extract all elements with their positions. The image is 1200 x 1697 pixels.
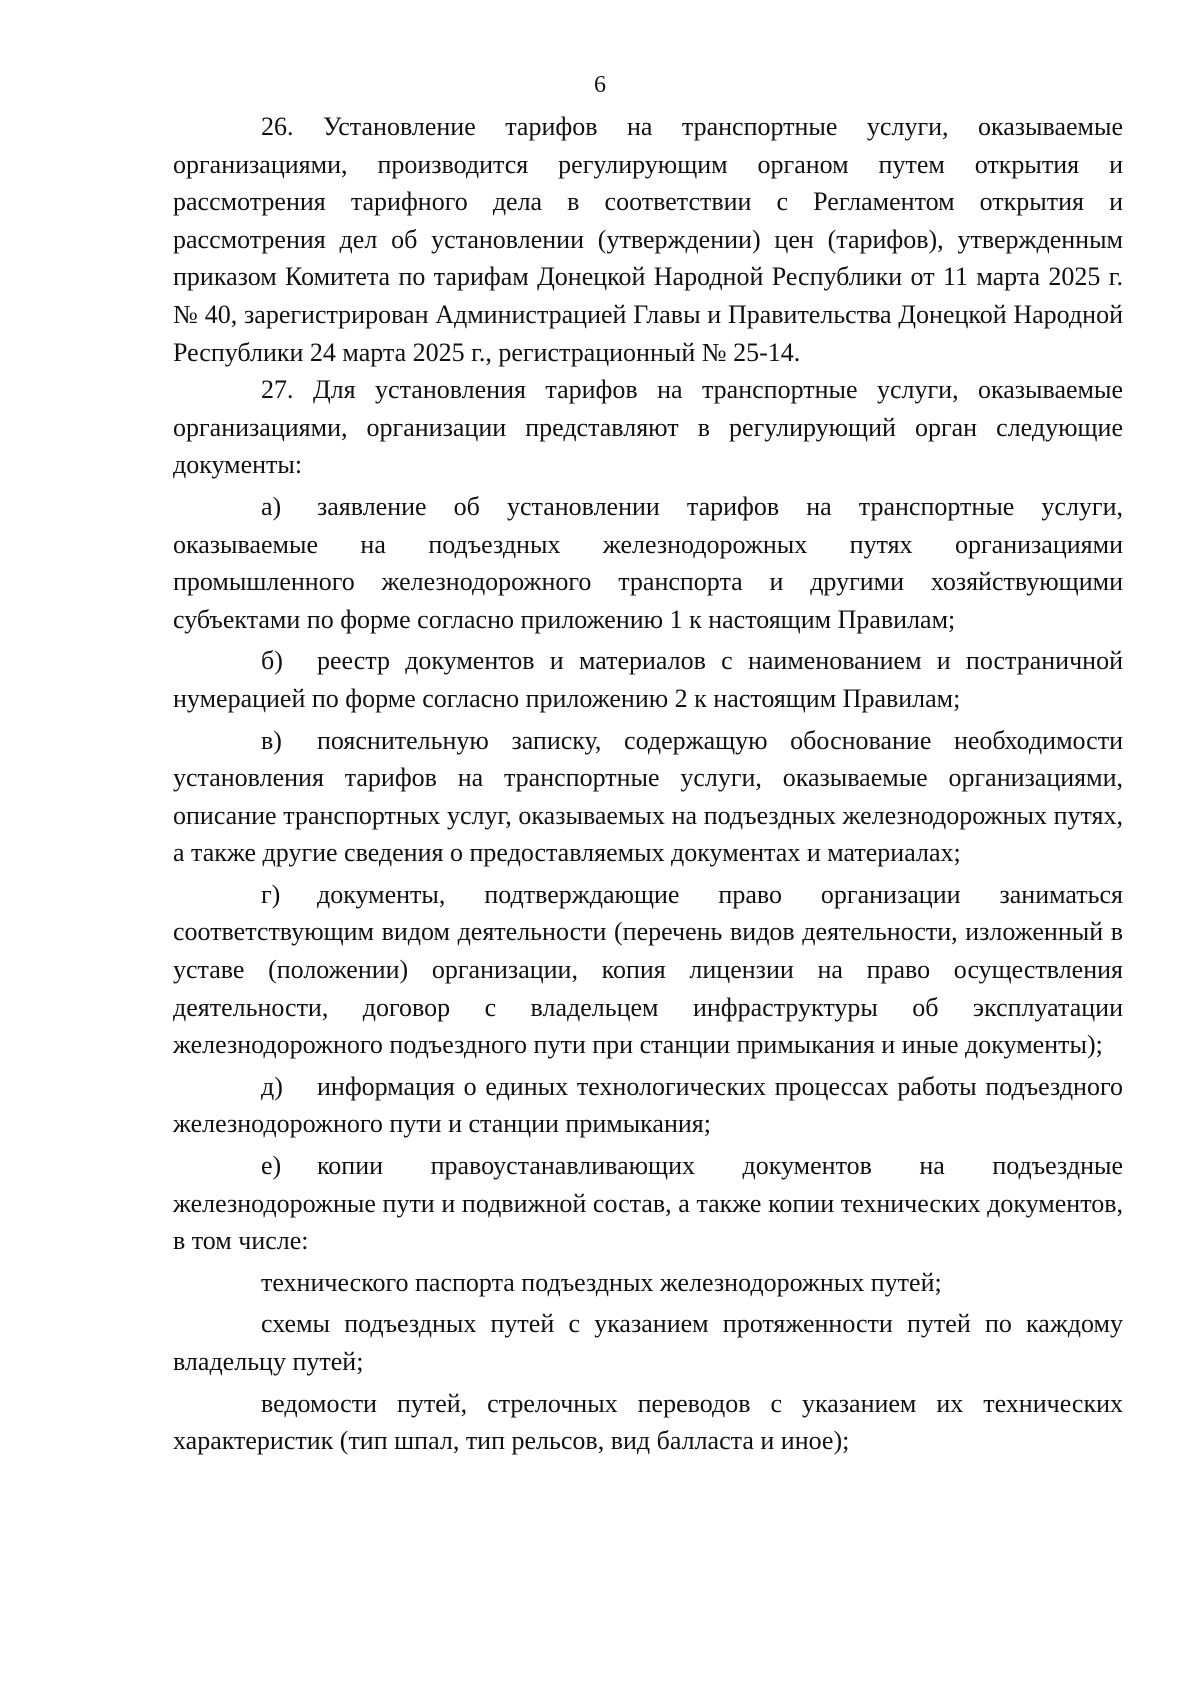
list-item-text: документы, подтверждающие право организации заниматься соответствующим видом деятельности (перечень видов деятельности, изложенный в уставе (положении) организации, копия лицензии на право осуществления деятельности, договор с владельцем инфраструктуры об эксплуатации железнодорожного подъездного пути при станции примыкания и иные документы); — [173, 879, 1123, 1060]
subitem-track-lists: ведомости путей, стрелочных переводов с указанием их технических характеристик (тип шпал, тип рельсов, вид балласта и иное); — [173, 1388, 1123, 1456]
paragraph-27: 27. Для установления тарифов на транспортные услуги, оказываемые организациями, организации представляют в регулирующий орган следующие документы: — [173, 375, 1123, 480]
document-body — [173, 108, 1123, 1460]
subitem-technical-passport: технического паспорта подъездных железнодорожных путей; — [261, 1267, 942, 1297]
list-marker: д) — [261, 1071, 283, 1101]
list-item-e — [173, 1147, 1123, 1260]
list-marker: г) — [261, 879, 281, 909]
list-marker: в) — [261, 725, 282, 755]
list-item-text: копии правоустанавливающих документов на подъездные железнодорожные пути и подвижной состав, а также копии технических документов, в том числе: — [173, 1151, 1123, 1256]
list-item-d — [173, 1068, 1123, 1143]
subitem-track-schemes: схемы подъездных путей с указанием протяженности путей по каждому владельцу путей; — [173, 1309, 1123, 1376]
list-item-text: пояснительную записку, содержащую обоснование необходимости установления тарифов на транспортные услуги, оказываемые организациями, описание транспортных услуг, оказываемых на подъездных железнодорожных путях, а также другие сведения о предоставляемых документах и материалах; — [173, 725, 1123, 868]
list-marker: б) — [261, 646, 283, 676]
paragraph-26: 26. Установление тарифов на транспортные услуги, оказываемые организациями, производится регулирующим органом путем открытия и рассмотрения тарифного дела в соответствии с Регламентом открытия и рассмотрения дел об установлении (утверждении) цен (тарифов), утвержденным приказом Комитета по тарифам Донецкой Народной Республики от 11 марта 2025 г. № 40, зарегистрирован Администрацией Главы и Правительства Донецкой Народной Республики 24 марта 2025 г., регистрационный № 25-14. — [173, 112, 1123, 367]
page-number: 6 — [594, 72, 606, 98]
list-item-g — [173, 876, 1123, 1064]
list-item-text: заявление об установлении тарифов на транспортные услуги, оказываемые на подъездных железнодорожных путях организациями промышленного железнодорожного транспорта и другими хозяйствующими субъектами по форме согласно приложению 1 к настоящим Правилам; — [173, 491, 1123, 634]
list-item-b — [173, 642, 1123, 717]
list-marker: а) — [261, 491, 282, 521]
list-item-text: реестр документов и материалов с наименованием и постраничной нумерацией по форме согласно приложению 2 к настоящим Правилам; — [173, 646, 1123, 713]
list-marker: е) — [261, 1151, 282, 1181]
list-item-a — [173, 488, 1123, 638]
list-item-text: информация о единых технологических процессах работы подъездного железнодорожного пути и станции примыкания; — [173, 1071, 1123, 1139]
list-item-v — [173, 722, 1123, 872]
